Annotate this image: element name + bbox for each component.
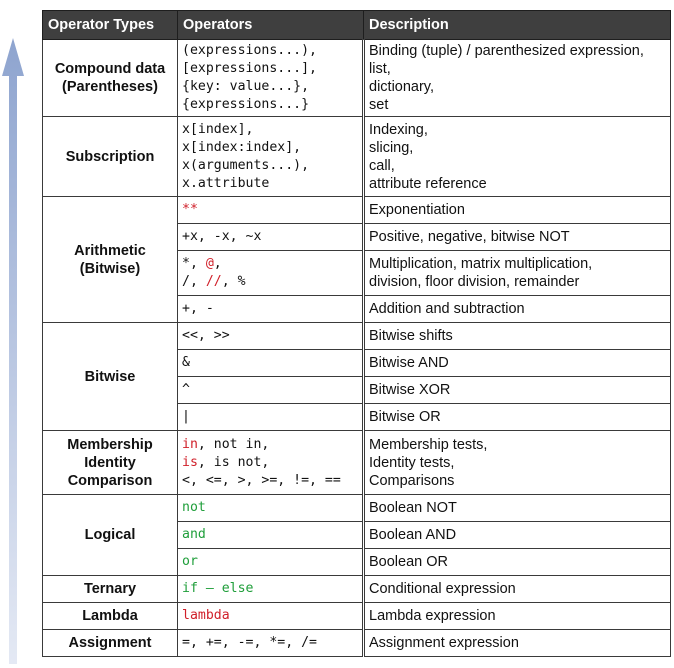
type-subscription: Subscription xyxy=(43,117,178,197)
desc-ternary: Conditional expression xyxy=(364,576,671,603)
type-assignment: Assignment xyxy=(43,630,178,657)
desc-unary: Positive, negative, bitwise NOT xyxy=(364,224,671,251)
table-row xyxy=(43,576,671,603)
desc-membership: Membership tests, Identity tests, Comparisons xyxy=(364,431,671,495)
ops-membership: in, not in, is, is not, <, <=, >, >=, !=, == xyxy=(178,431,364,495)
op-multiplicative: *, @, /, //, % xyxy=(178,251,364,296)
operator-precedence-table xyxy=(42,10,671,657)
table-row xyxy=(43,197,671,224)
desc-and: Boolean AND xyxy=(364,522,671,549)
op-lambda: lambda xyxy=(178,603,364,630)
op-bit-or: | xyxy=(178,404,364,431)
desc-or: Boolean OR xyxy=(364,549,671,576)
desc-exponent: Exponentiation xyxy=(364,197,671,224)
table-row xyxy=(43,323,671,350)
op-assignment: =, +=, -=, *=, /= xyxy=(178,630,364,657)
header-operators: Operators xyxy=(178,11,364,40)
op-unary: +x, -x, ~x xyxy=(178,224,364,251)
op-and: and xyxy=(178,522,364,549)
desc-not: Boolean NOT xyxy=(364,495,671,522)
table-row xyxy=(43,495,671,522)
ops-subscription: x[index], x[index:index], x(arguments...), x.attribute xyxy=(178,117,364,197)
op-bit-and: & xyxy=(178,350,364,377)
desc-bit-and: Bitwise AND xyxy=(364,350,671,377)
type-ternary: Ternary xyxy=(43,576,178,603)
table-row xyxy=(43,630,671,657)
type-membership: Membership Identity Comparison xyxy=(43,431,178,495)
ops-compound-data: (expressions...), [expressions...], {key: value...}, {expressions...} xyxy=(178,40,364,117)
op-exponent: ** xyxy=(178,197,364,224)
desc-multiplicative: Multiplication, matrix multiplication, division, floor division, remainder xyxy=(364,251,671,296)
desc-additive: Addition and subtraction xyxy=(364,296,671,323)
desc-lambda: Lambda expression xyxy=(364,603,671,630)
header-description: Description xyxy=(364,11,671,40)
table-row xyxy=(43,431,671,495)
desc-subscription: Indexing, slicing, call, attribute reference xyxy=(364,117,671,197)
table-row xyxy=(43,117,671,197)
header-row xyxy=(43,11,671,40)
desc-bit-xor: Bitwise XOR xyxy=(364,377,671,404)
type-arithmetic: Arithmetic (Bitwise) xyxy=(43,197,178,323)
table-row xyxy=(43,603,671,630)
op-additive: +, - xyxy=(178,296,364,323)
header-operator-types: Operator Types xyxy=(43,11,178,40)
op-shift: <<, >> xyxy=(178,323,364,350)
type-bitwise: Bitwise xyxy=(43,323,178,431)
op-not: not xyxy=(178,495,364,522)
op-ternary: if – else xyxy=(178,576,364,603)
type-lambda: Lambda xyxy=(43,603,178,630)
desc-compound-data: Binding (tuple) / parenthesized expression, list, dictionary, set xyxy=(364,40,671,117)
op-bit-xor: ^ xyxy=(178,377,364,404)
table-row xyxy=(43,40,671,117)
precedence-arrow xyxy=(0,38,26,664)
desc-bit-or: Bitwise OR xyxy=(364,404,671,431)
arrow-icon xyxy=(2,38,24,664)
type-compound-data: Compound data (Parentheses) xyxy=(43,40,178,117)
desc-assignment: Assignment expression xyxy=(364,630,671,657)
op-or: or xyxy=(178,549,364,576)
desc-shift: Bitwise shifts xyxy=(364,323,671,350)
type-logical: Logical xyxy=(43,495,178,576)
